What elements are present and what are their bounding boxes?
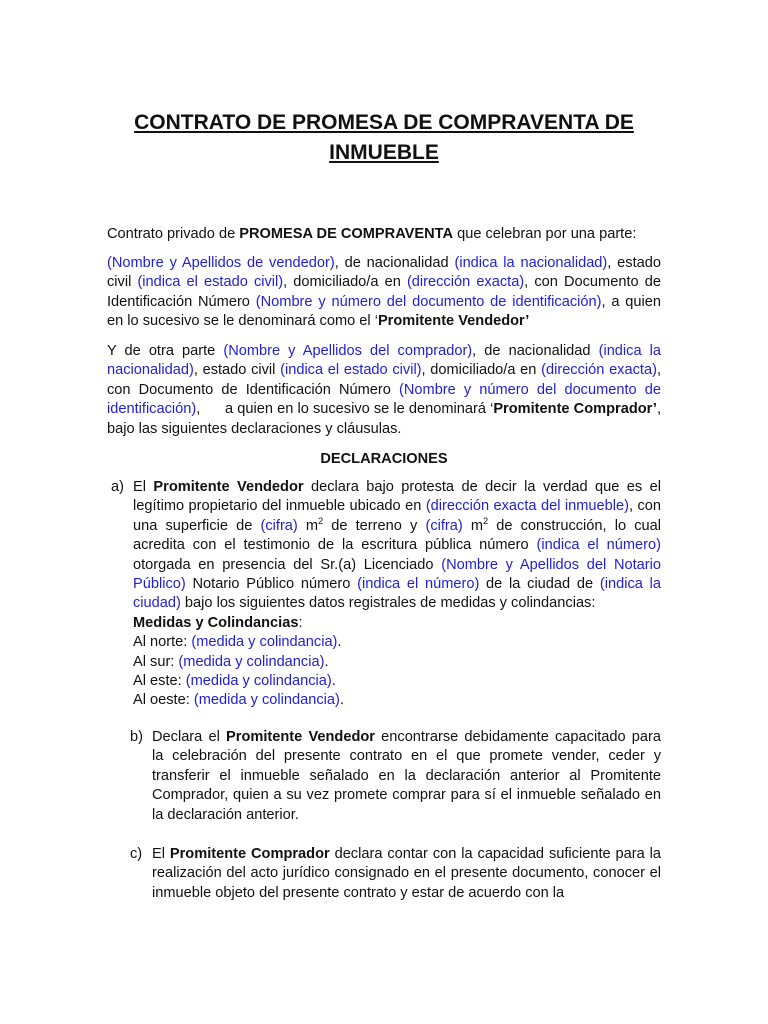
document-title bbox=[100, 108, 668, 168]
list-marker: b) bbox=[130, 729, 143, 745]
seller-role-label: Promitente Vendedor’ bbox=[377, 313, 530, 330]
text-run: de terreno y bbox=[323, 517, 426, 534]
buyer-civil-status-field: (indica el estado civil) bbox=[280, 362, 422, 379]
text-run: , bajo las siguientes declaraciones y cláusulas. bbox=[107, 401, 661, 437]
text-run: de construcción, lo cual acredita con el testimonio de la escritura pública número bbox=[133, 517, 661, 554]
notary-number-field: (indica el número) bbox=[357, 576, 480, 593]
built-area-field: (cifra) bbox=[425, 517, 463, 534]
text-run: declara bajo protesta de decir la verdad que es el legítimo propietario del inmueble ubicado en bbox=[133, 479, 661, 515]
text-run: , de nacionalidad bbox=[472, 343, 599, 359]
deed-number-field: (indica el número) bbox=[536, 537, 661, 554]
superscript: 2 bbox=[318, 515, 324, 526]
boundary-value-field: (medida y colindancia) bbox=[193, 692, 340, 709]
seller-id-document-field: (Nombre y número del documento de identificación) bbox=[255, 293, 602, 310]
intro-paragraph bbox=[107, 225, 667, 244]
measures-heading bbox=[133, 614, 661, 633]
text-run: , con Documento de Identificación Número bbox=[107, 274, 661, 310]
text-run: bajo los siguientes datos registrales de medidas y colindancias: bbox=[180, 595, 596, 612]
seller-nationality-field: (indica la nacionalidad) bbox=[454, 255, 608, 271]
text-run: otorgada en presencia del Sr.(a) Licenciado bbox=[133, 556, 442, 573]
land-area-field: (cifra) bbox=[260, 517, 298, 534]
list-marker: a) bbox=[111, 479, 124, 495]
buyer-role-label: Promitente Comprador bbox=[169, 846, 330, 862]
text-run: , con una superficie de bbox=[133, 498, 662, 534]
text-run: declara contar con la capacidad suficiente para la realización del acto jurídico consignado en el presente documento, conocer el inmueble objeto del presente contrato y estar de acuerdo con la bbox=[152, 846, 661, 901]
title-line-1: CONTRATO DE PROMESA DE COMPRAVENTA DE bbox=[134, 111, 634, 134]
text-run: , de nacionalidad bbox=[334, 255, 455, 271]
text-run: El bbox=[152, 846, 170, 862]
declaration-b bbox=[130, 728, 661, 825]
declaration-b-body bbox=[152, 728, 661, 825]
declaration-c-body bbox=[152, 845, 661, 903]
intro-bold: PROMESA DE COMPRAVENTA bbox=[239, 226, 454, 242]
text-run: , a quien en lo sucesivo se le denominará ‘ bbox=[196, 401, 494, 418]
buyer-paragraph bbox=[107, 342, 661, 439]
title-line-2: INMUEBLE bbox=[329, 141, 439, 164]
text-run: , domiciliado/a en bbox=[283, 274, 407, 291]
boundary-west bbox=[133, 691, 661, 710]
buyer-role-label: Promitente Comprador’ bbox=[493, 401, 657, 418]
declarations-heading: DECLARACIONES bbox=[320, 451, 448, 467]
seller-paragraph bbox=[107, 254, 661, 332]
boundary-label: Al este: bbox=[133, 673, 186, 690]
boundary-label: Al sur: bbox=[133, 653, 179, 670]
property-address-field: (dirección exacta del inmueble) bbox=[425, 498, 629, 515]
text-run: Y de otra parte bbox=[107, 343, 224, 359]
buyer-address-field: (dirección exacta) bbox=[541, 362, 657, 379]
seller-address-field: (dirección exacta) bbox=[406, 274, 525, 291]
text-run: , a quien en lo sucesivo se le denominará como el ‘ bbox=[107, 293, 661, 330]
declaration-a-body bbox=[133, 478, 661, 711]
measures-label: Medidas y Colindancias bbox=[133, 614, 299, 631]
text-run: , estado civil bbox=[193, 362, 281, 379]
text-run: Notario Público número bbox=[185, 576, 358, 593]
boundary-end: . bbox=[339, 692, 344, 709]
seller-role-label: Promitente Vendedor bbox=[153, 479, 304, 495]
boundary-north bbox=[133, 633, 661, 652]
notary-name-field: (Nombre y Apellidos del Notario Público) bbox=[133, 556, 661, 593]
list-marker: c) bbox=[130, 846, 143, 862]
text-run: , domiciliado/a en bbox=[421, 362, 542, 379]
declaration-a bbox=[111, 478, 661, 711]
text-run: m bbox=[297, 517, 319, 534]
seller-name-field: (Nombre y Apellidos de vendedor) bbox=[107, 255, 335, 271]
superscript: 2 bbox=[483, 515, 489, 526]
seller-role-label: Promitente Vendedor bbox=[226, 729, 375, 745]
text-run: , con Documento de Identificación Número bbox=[107, 362, 661, 398]
boundary-end: . bbox=[337, 634, 342, 651]
measures-colon: : bbox=[298, 614, 303, 631]
text-run: Declara el bbox=[152, 729, 227, 745]
city-field: (indica la ciudad) bbox=[133, 576, 661, 612]
boundary-end: . bbox=[324, 653, 329, 670]
intro-text: Contrato privado de bbox=[107, 226, 240, 242]
text-run: El bbox=[133, 479, 154, 495]
seller-civil-status-field: (indica el estado civil) bbox=[137, 274, 284, 291]
declaration-c bbox=[130, 845, 661, 903]
intro-text-end: que celebran por una parte: bbox=[453, 226, 637, 242]
buyer-nationality-field: (indica la nacionalidad) bbox=[107, 343, 662, 379]
boundary-end: . bbox=[331, 673, 336, 690]
boundary-label: Al oeste: bbox=[133, 692, 194, 709]
buyer-name-field: (Nombre y Apellidos del comprador) bbox=[223, 343, 473, 359]
text-run: de la ciudad de bbox=[479, 576, 600, 593]
boundary-label: Al norte: bbox=[133, 634, 192, 651]
text-run: encontrarse debidamente capacitado para la celebración del presente contrato en el que promete vender, ceder y transferir el inmueble señalado en la declaración anterior al Promitente Comprador, quien a su vez promete comprar para sí el inmueble señalado en la declaración anterior. bbox=[152, 729, 661, 823]
text-run: m bbox=[462, 517, 484, 534]
boundary-value-field: (medida y colindancia) bbox=[185, 673, 332, 690]
text-run: , estado civil bbox=[107, 255, 661, 291]
boundary-south bbox=[133, 653, 661, 672]
boundary-value-field: (medida y colindancia) bbox=[178, 653, 325, 670]
boundary-value-field: (medida y colindancia) bbox=[191, 634, 338, 651]
buyer-id-document-field: (Nombre y número del documento de identificación) bbox=[107, 381, 661, 418]
boundary-east bbox=[133, 672, 661, 691]
